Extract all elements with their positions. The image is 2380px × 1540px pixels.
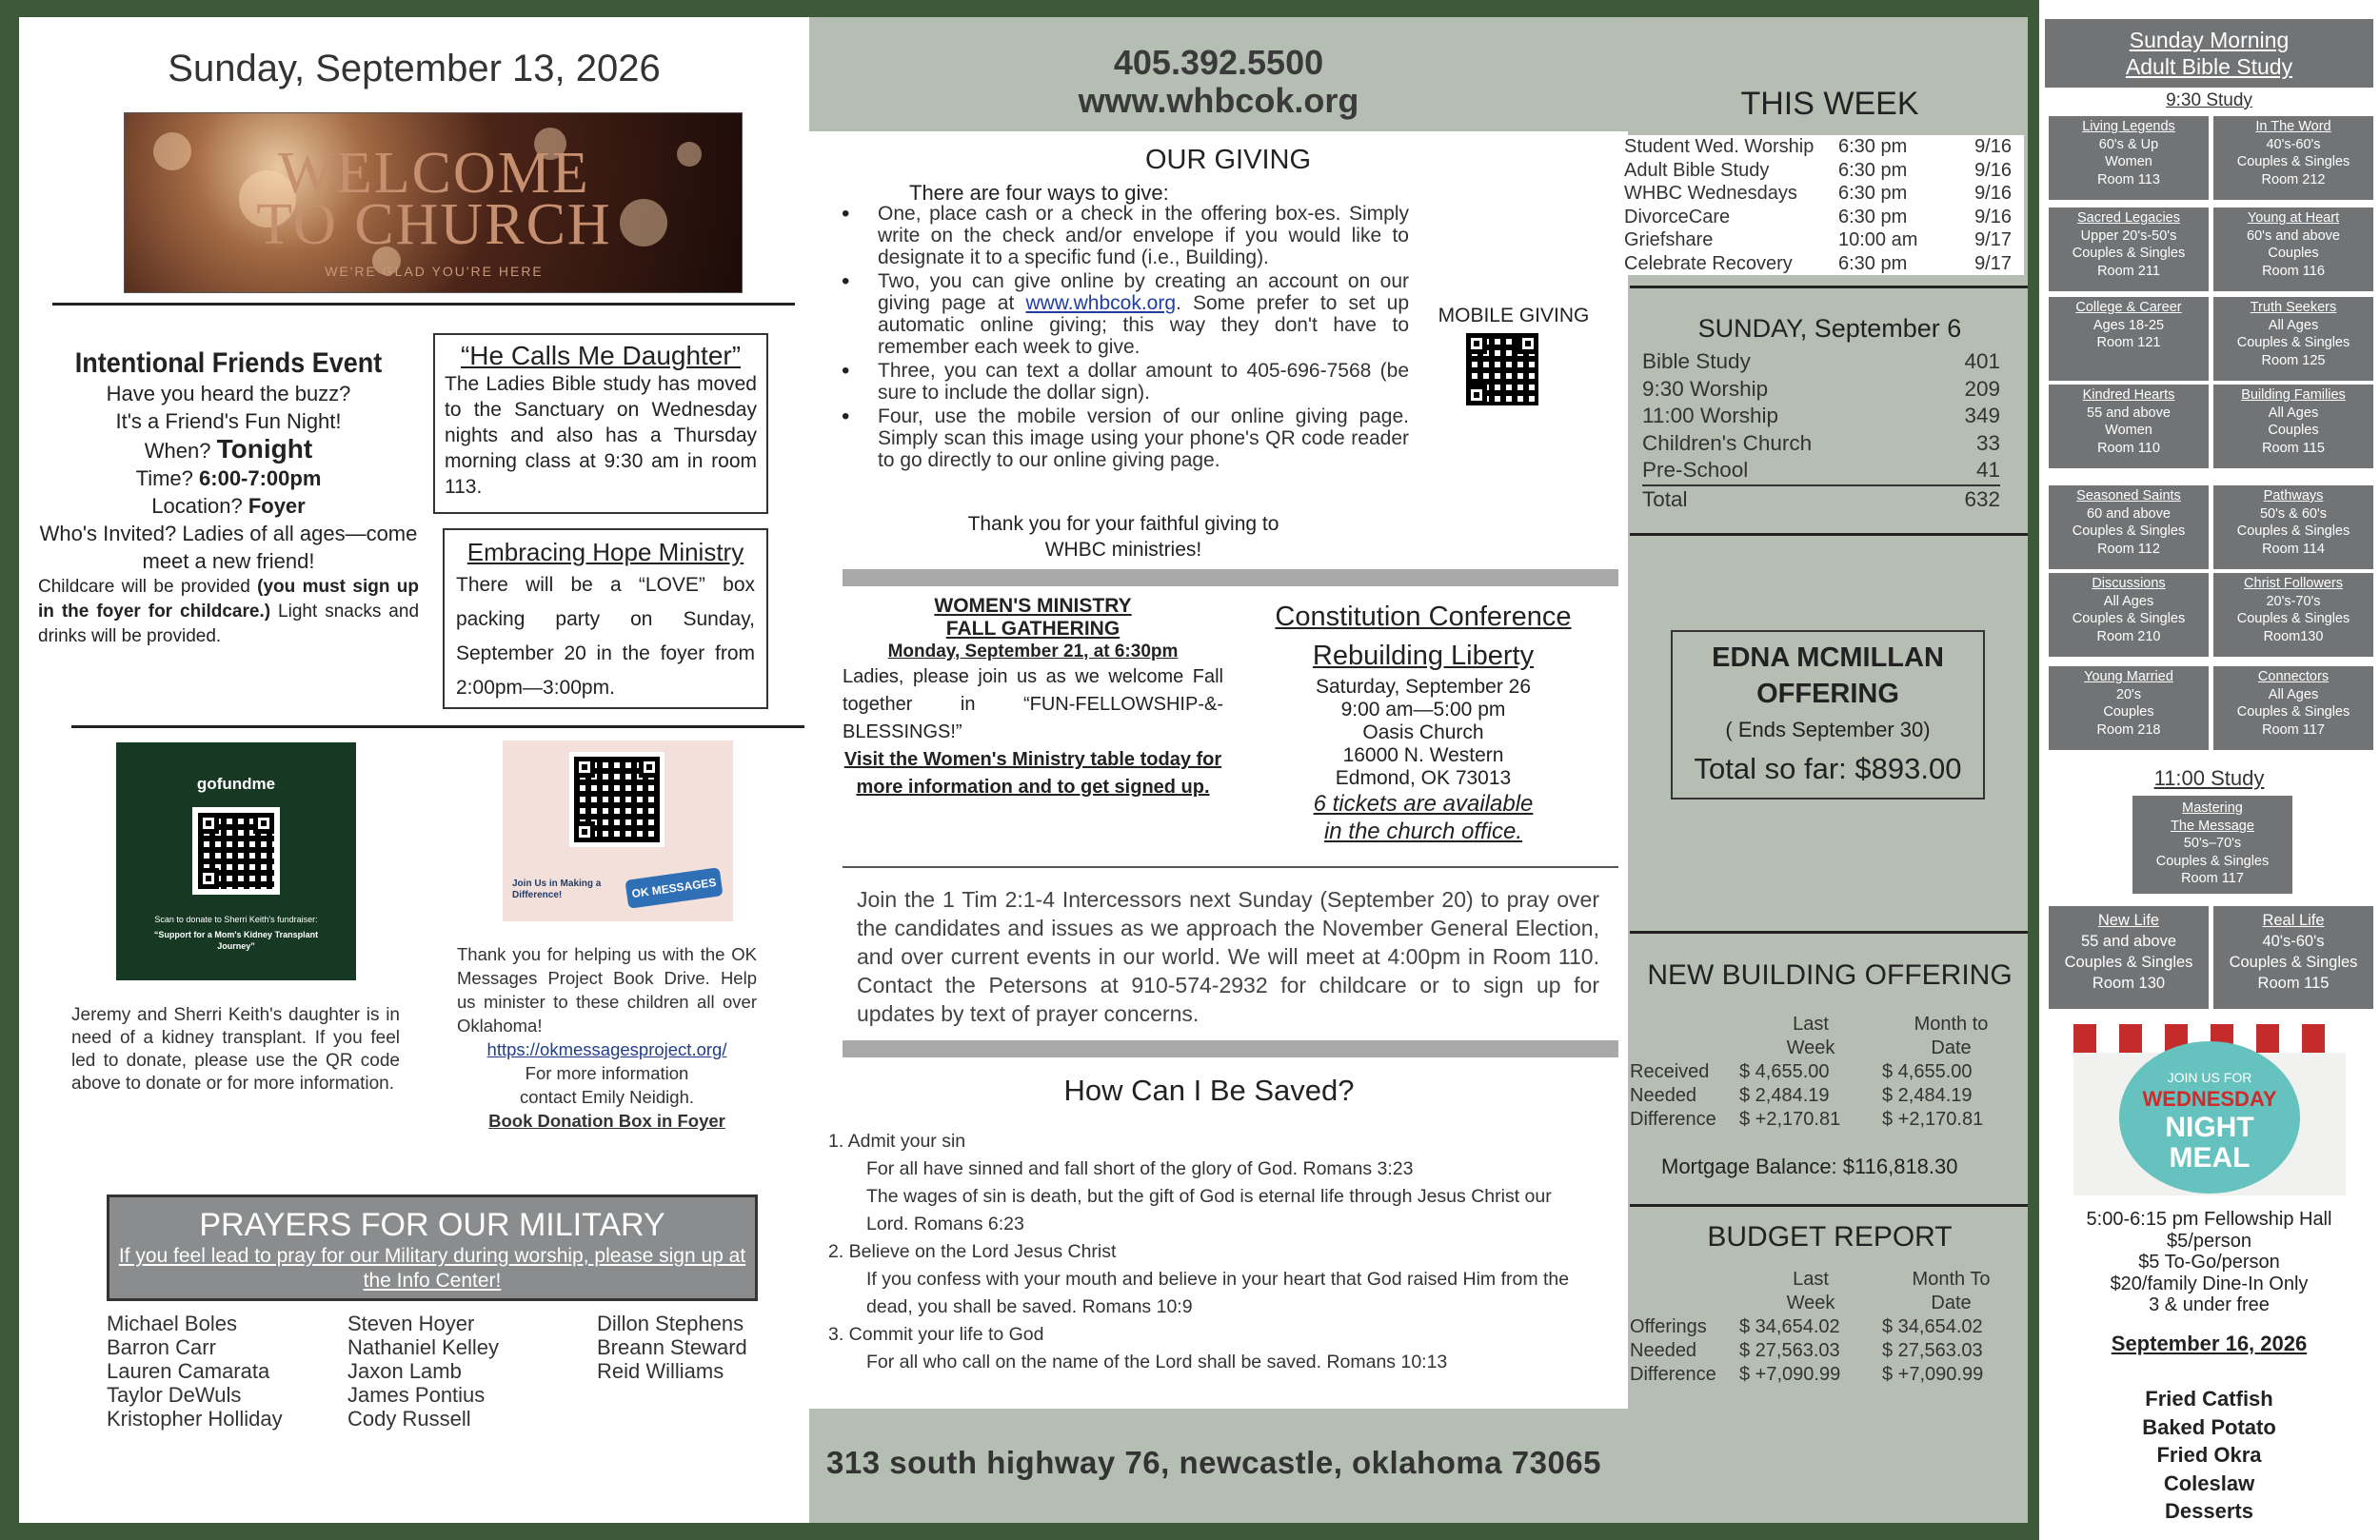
military-names-col2	[347, 1312, 499, 1431]
daughter-box	[433, 333, 768, 514]
frame-divider	[2028, 0, 2039, 1540]
meal-line: $5/person	[2167, 1230, 2251, 1252]
conf-line: Edmond, OK 73013	[1335, 767, 1512, 789]
ok-messages-badge: OK MESSAGES	[625, 867, 723, 909]
building-offering-title: NEW BUILDING OFFERING	[1647, 959, 2013, 991]
table-row: 9:30 Worship 209	[1642, 376, 2000, 401]
hope-body: There will be a “LOVE” box packing party on Sunday, September 20 in the foyer from 2:00pm—3:00pm.	[456, 574, 755, 699]
giving-item: • One, place cash or a check in the offering box-es. Simply write on the check and/or envelope if you would like to designate it to a specific fund (i.e., Building).	[838, 203, 1409, 268]
hope-title: Embracing Hope Ministry	[466, 538, 744, 566]
table-row: Difference $ +2,170.81 $ +2,170.81	[1630, 1109, 1984, 1130]
class-detail: 20's-70's	[2266, 593, 2321, 609]
budget-report-table	[1630, 1268, 2020, 1387]
military-title: PRAYERS FOR OUR MILITARY	[199, 1207, 665, 1243]
salvation-steps	[828, 1128, 1590, 1376]
daughter-body: The Ladies Bible study has moved to the Sanctuary on Wednesday nights and also has a Thursday morning class at 9:30 am in room 113.	[445, 373, 757, 498]
class-detail: Room 218	[2096, 721, 2161, 738]
class-card	[2049, 116, 2209, 200]
table-row: Children's Church 33	[1642, 430, 2000, 455]
table-row: Griefshare 10:00 am 9/17	[1624, 229, 2012, 250]
this-week-title: THIS WEEK	[1740, 86, 1919, 122]
conf-tickets: 6 tickets are available	[1313, 791, 1534, 817]
class-card	[2049, 385, 2209, 468]
gofundme-caption: Jeremy and Sherri Keith's daughter is in need of a kidney transplant. If you feel led to donate, please use the QR code above to donate or for more information.	[71, 1005, 400, 1094]
class-card-new-life: New Life 55 and above Couples & Singles Room 130	[2049, 906, 2209, 1009]
ok-messages-info: For more information	[525, 1063, 689, 1083]
qr-code-icon	[569, 752, 664, 847]
class-detail: Room 110	[2097, 440, 2160, 456]
military-name: Kristopher Holliday	[107, 1407, 283, 1431]
class-detail: Women	[2105, 154, 2152, 169]
conf-line: 16000 N. Western	[1342, 744, 1504, 766]
saved-verse: The wages of sin is death, but the gift of God is eternal life through Jesus Christ our Lord. Romans 6:23	[866, 1186, 1552, 1234]
class-name: Discussions	[2092, 576, 2166, 591]
class-detail: Couples & Singles	[2236, 704, 2350, 720]
meal-join: JOIN US FOR	[2167, 1070, 2252, 1085]
study-930-label: 9:30 Study	[2166, 90, 2252, 110]
meal-night: NIGHT	[2165, 1112, 2254, 1143]
friends-line: Have you heard the buzz?	[106, 382, 351, 405]
military-prayer-box	[107, 1194, 758, 1301]
abs-title1: Sunday Morning	[2129, 28, 2290, 52]
giving-link[interactable]: www.whbcok.org	[1025, 292, 1177, 314]
class-name: Sacred Legacies	[2076, 210, 2180, 226]
meal-line: $5 To-Go/person	[2138, 1252, 2280, 1273]
frame-border-left	[0, 0, 19, 1540]
class-name: Building Families	[2241, 387, 2346, 403]
military-names-col1	[107, 1312, 283, 1431]
church-phone: 405.392.5500	[1113, 43, 1324, 82]
military-name: Michael Boles	[107, 1312, 237, 1335]
ok-messages-text	[457, 942, 757, 1133]
church-website[interactable]: www.whbcok.org	[1078, 81, 1359, 120]
class-detail: Couples	[2268, 423, 2319, 438]
class-detail: Room 210	[2096, 628, 2161, 644]
military-subtitle: If you feel lead to pray for our Military during worship, please sign up at the Info Center!	[118, 1245, 746, 1292]
class-detail: Room 117	[2262, 721, 2325, 738]
divider	[71, 725, 804, 728]
friends-title: Intentional Friends Event	[74, 347, 383, 379]
saved-verse: For all who call on the name of the Lord shall be saved. Romans 10:13	[866, 1352, 1448, 1372]
edna-ends: ( Ends September 30)	[1725, 718, 1931, 741]
table-row: WHBC Wednesdays 6:30 pm 9/16	[1624, 183, 2012, 204]
class-name: Christ Followers	[2244, 576, 2343, 591]
class-card	[2213, 385, 2373, 468]
class-detail: All Ages	[2268, 317, 2319, 333]
ok-messages-thanks: Thank you for helping us with the OK Messages Project Book Drive. Help us minister to these children all over Oklahoma!	[457, 944, 757, 1036]
edna-mcmillan-offering	[1671, 630, 1985, 800]
military-name: Dillon Stephens	[597, 1312, 744, 1335]
adult-bible-study-header	[2045, 19, 2373, 88]
edna-total: Total so far: $893.00	[1694, 752, 1962, 785]
table-row: Adult Bible Study 6:30 pm 9/16	[1624, 159, 2012, 181]
welcome-line1: WELCOME	[278, 141, 590, 206]
class-card	[2213, 573, 2373, 657]
bulletin-date: Sunday, September 13, 2026	[168, 48, 661, 89]
frame-border-top	[0, 0, 2033, 17]
class-card	[2049, 297, 2209, 381]
conf-title2: Rebuilding Liberty	[1312, 641, 1535, 671]
edna-title2: OFFERING	[1756, 679, 1899, 709]
saved-verse: If you confess with your mouth and believe in your heart that God raised Him from the dead, you shall be saved. Romans 10:9	[866, 1269, 1570, 1317]
table-row: Received $ 4,655.00 $ 4,655.00	[1630, 1061, 1973, 1082]
military-name: Taylor DeWuls	[107, 1383, 242, 1407]
womens-ministry	[843, 595, 1223, 801]
meal-menu	[2045, 1385, 2373, 1526]
sunday-attendance-table	[1642, 348, 2000, 513]
giving-item: • Four, use the mobile version of our online giving page. Simply scan this image using your phone's QR code reader to go directly to our online giving page.	[838, 405, 1409, 471]
building-offering-table	[1630, 1013, 2020, 1132]
table-row: Needed $ 27,563.03 $ 27,563.03	[1630, 1340, 1983, 1361]
class-detail: Couples	[2268, 246, 2319, 261]
qr-code-icon	[192, 807, 280, 895]
class-detail: Couples & Singles	[2236, 611, 2350, 626]
military-name: Steven Hoyer	[347, 1312, 475, 1335]
class-card	[2213, 116, 2373, 200]
class-name: Young Married	[2084, 669, 2173, 684]
women-date: Monday, September 21, at 6:30pm	[887, 642, 1179, 661]
giving-list	[838, 203, 1409, 473]
menu-item: Fried Okra	[2156, 1443, 2262, 1467]
class-detail: Room 121	[2096, 335, 2161, 350]
class-name: Seasoned Saints	[2076, 488, 2181, 503]
menu-item: Fried Catfish	[2145, 1387, 2273, 1411]
conf-line: Oasis Church	[1362, 721, 1484, 743]
class-detail: Couples & Singles	[2072, 246, 2186, 261]
conf-title1: Constitution Conference	[1275, 602, 1572, 632]
class-detail: All Ages	[2103, 593, 2154, 609]
military-name: Jaxon Lamb	[347, 1359, 462, 1383]
military-name: Lauren Camarata	[107, 1359, 270, 1383]
class-card	[2213, 297, 2373, 381]
class-detail: 50's & 60's	[2259, 505, 2328, 522]
class-name: Connectors	[2257, 669, 2330, 684]
ok-messages-box: Book Donation Box in Foyer	[488, 1111, 725, 1131]
this-week-table	[1624, 135, 2024, 275]
class-name: Pathways	[2263, 488, 2324, 503]
welcome-image	[124, 112, 743, 293]
class-detail: Couples & Singles	[2072, 523, 2186, 539]
class-detail: All Ages	[2268, 405, 2319, 421]
meal-meal: MEAL	[2169, 1142, 2251, 1174]
conf-line: Saturday, September 26	[1315, 676, 1532, 698]
friends-event	[38, 347, 419, 649]
mobile-giving-label: MOBILE GIVING	[1438, 305, 1590, 326]
abs-title2: Adult Bible Study	[2125, 54, 2293, 79]
divider	[52, 303, 795, 306]
frame-border-bottom	[0, 1523, 2033, 1540]
military-name: James Pontius	[347, 1383, 486, 1407]
class-detail: Room 211	[2097, 263, 2160, 279]
class-detail: 60's and above	[2247, 227, 2340, 244]
class-name: Young at Heart	[2247, 210, 2340, 226]
class-detail: Couples	[2103, 704, 2154, 720]
friends-time: Time? 6:00-7:00pm	[135, 466, 322, 490]
conf-line: 9:00 am—5:00 pm	[1340, 699, 1506, 721]
table-row: Difference $ +7,090.99 $ +7,090.99	[1630, 1364, 1984, 1385]
class-detail: Couples & Singles	[2236, 154, 2350, 169]
class-detail: 40's-60's	[2266, 136, 2321, 152]
giving-item: • Two, you can give online by creating an account on our giving page at www.whbcok.org. Some prefer to set up automatic online giving; this way they don't have to remember each week to give.	[838, 270, 1409, 358]
study-1100-label: 11:00 Study	[2153, 766, 2265, 790]
military-name: Breann Steward	[597, 1335, 747, 1359]
women-title1: WOMEN'S MINISTRY	[934, 595, 1132, 617]
meal-details	[2045, 1209, 2373, 1354]
friends-invited: Who's Invited? Ladies of all ages—come meet a new friend!	[39, 522, 418, 573]
class-detail: Room 115	[2262, 440, 2325, 456]
table-row: Offerings $ 34,654.02 $ 34,654.02	[1630, 1316, 1983, 1337]
hope-box	[443, 528, 768, 709]
ok-messages-img-text: Join Us in Making a Difference!	[512, 879, 602, 900]
women-body: Ladies, please join us as we welcome Fall together in “FUN-FELLOWSHIP-&-BLESSINGS!”	[843, 666, 1223, 742]
saved-verse: For all have sinned and fall short of the glory of God. Romans 3:23	[866, 1158, 1414, 1179]
class-detail: Room 112	[2097, 541, 2160, 557]
class-detail: Upper 20's-50's	[2080, 227, 2177, 244]
military-name: Barron Carr	[107, 1335, 216, 1359]
class-detail: Room 125	[2261, 352, 2326, 368]
class-card	[2049, 666, 2209, 750]
class-detail: All Ages	[2268, 686, 2319, 702]
class-name: Living Legends	[2082, 119, 2175, 134]
class-detail: 60's & Up	[2098, 136, 2159, 152]
gofundme-image	[116, 742, 356, 980]
table-row: Pre-School 41	[1642, 458, 2000, 482]
mortgage-balance: Mortgage Balance: $116,818.30	[1661, 1155, 1958, 1178]
class-detail: 55 and above	[2087, 405, 2171, 421]
edna-title1: EDNA MCMILLAN	[1712, 642, 1944, 673]
military-name: Nathaniel Kelley	[347, 1335, 499, 1359]
class-card-real-life: Real Life 40's-60's Couples & Singles Room 115	[2213, 906, 2373, 1009]
divider	[843, 866, 1618, 868]
total-row: Total 632	[1642, 484, 2000, 514]
giving-intro: There are four ways to give:	[909, 181, 1169, 205]
church-address: 313 south highway 76, newcastle, oklahoma 73065	[826, 1445, 1602, 1480]
military-names-col3	[597, 1312, 747, 1383]
menu-item: Coleslaw	[2163, 1471, 2255, 1495]
class-detail: Room 212	[2261, 171, 2326, 188]
class-detail: 20's	[2115, 686, 2142, 702]
meal-line: $20/family Dine-In Only	[2110, 1273, 2309, 1294]
sunday-attendance-title: SUNDAY, September 6	[1697, 314, 1962, 343]
wednesday-night-meal-image	[2073, 1024, 2346, 1195]
welcome-line2: TO CHURCH	[256, 192, 612, 257]
class-card-mastering: Mastering The Message 50's–70's Couples & Singles Room 117	[2132, 796, 2292, 894]
ok-messages-image	[503, 740, 733, 921]
class-detail: Couples & Singles	[2236, 523, 2350, 539]
divider	[1630, 931, 2028, 934]
giving-item: • Three, you can text a dollar amount to 405-696-7568 (be sure to include the dollar sign).	[838, 360, 1409, 404]
budget-report-title: BUDGET REPORT	[1707, 1221, 1953, 1253]
table-row: Celebrate Recovery 6:30 pm 9/17	[1624, 252, 2012, 274]
giving-thanks: Thank you for your faithful giving to WHBC ministries!	[967, 513, 1279, 561]
conf-tickets: in the church office.	[1323, 819, 1523, 844]
meal-date: September 16, 2026	[2111, 1331, 2308, 1355]
class-card	[2049, 573, 2209, 657]
class-card	[2049, 207, 2209, 291]
divider-bar	[843, 569, 1618, 586]
military-name: Reid Williams	[597, 1359, 724, 1383]
women-visit: Visit the Women's Ministry table today for more information and to get signed up.	[843, 749, 1222, 798]
divider-bar	[843, 1040, 1618, 1057]
intercessors-notice: Join the 1 Tim 2:1-4 Intercessors next Sunday (September 20) to pray over the candidates and issues as we approach the November General Election, and over current events in our world. We will meet at 4:00pm in Room 110. Contact the Petersons at 910-574-2932 for childcare or to sign up for updates by text of prayer concerns.	[857, 887, 1599, 1026]
meal-wednesday: WEDNESDAY	[2142, 1087, 2277, 1111]
giving-title: OUR GIVING	[1144, 145, 1311, 175]
table-row: Student Wed. Worship 6:30 pm 9/16	[1624, 136, 2012, 157]
class-name: Kindred Hearts	[2082, 387, 2175, 403]
welcome-tagline: WE'RE GLAD YOU'RE HERE	[325, 264, 544, 279]
table-row: Bible Study 401	[1642, 349, 2000, 373]
gofundme-logo: gofundme	[196, 775, 276, 793]
table-header: Last Week Month to Date	[1786, 1014, 1989, 1058]
class-name: In The Word	[2255, 119, 2331, 134]
divider	[1630, 1204, 2028, 1207]
class-card	[2213, 666, 2373, 750]
class-detail: Room 114	[2262, 541, 2325, 557]
saved-title: How Can I Be Saved?	[1063, 1074, 1355, 1107]
table-row: Needed $ 2,484.19 $ 2,484.19	[1630, 1085, 1973, 1106]
saved-step: 2. Believe on the Lord Jesus Christ	[828, 1241, 1117, 1262]
table-row: 11:00 Worship 349	[1642, 404, 2000, 427]
ok-messages-contact: contact Emily Neidigh.	[519, 1087, 695, 1107]
class-detail: Room 116	[2262, 263, 2325, 279]
saved-step: 1. Admit your sin	[828, 1131, 966, 1152]
friends-childcare: Childcare will be provided (you must sign up in the foyer for childcare.) Light snacks and drinks will be provided.	[38, 577, 420, 646]
friends-when: When? Tonight	[144, 434, 313, 464]
qr-code-icon[interactable]	[1466, 333, 1538, 405]
class-detail: Room130	[2263, 628, 2324, 644]
class-card	[2213, 207, 2373, 291]
class-detail: Women	[2105, 423, 2152, 438]
daughter-title: “He Calls Me Daughter”	[460, 341, 742, 370]
menu-item: Desserts	[2165, 1499, 2253, 1523]
meal-line: 5:00-6:15 pm Fellowship Hall	[2086, 1209, 2332, 1230]
ok-messages-link[interactable]: https://okmessagesproject.org/	[486, 1039, 727, 1059]
class-detail: Room 113	[2097, 171, 2160, 188]
table-header: Last Week Month To Date	[1786, 1269, 1991, 1313]
class-detail: Couples & Singles	[2072, 611, 2186, 626]
class-card	[2213, 485, 2373, 569]
friends-line: It's a Friend's Fun Night!	[115, 409, 342, 433]
friends-location: Location? Foyer	[151, 494, 306, 518]
divider	[1630, 533, 2028, 536]
divider	[1630, 286, 2028, 288]
table-row: DivorceCare 6:30 pm 9/16	[1624, 206, 2012, 227]
military-name: Cody Russell	[347, 1407, 471, 1431]
class-card	[2049, 485, 2209, 569]
gofundme-scan: Scan to donate to Sherri Keith's fundraiser:	[154, 915, 318, 924]
saved-step: 3. Commit your life to God	[828, 1324, 1044, 1345]
class-detail: 60 and above	[2087, 505, 2171, 522]
class-name: Truth Seekers	[2250, 300, 2337, 315]
class-name: College & Career	[2075, 300, 2182, 315]
meal-line: 3 & under free	[2149, 1294, 2270, 1315]
menu-item: Baked Potato	[2142, 1414, 2276, 1439]
constitution-conference	[1238, 598, 1609, 845]
gofundme-fund: “Support for a Mom's Kidney Transplant Journey”	[153, 930, 319, 951]
women-title2: FALL GATHERING	[945, 618, 1121, 640]
class-detail: Ages 18-25	[2092, 317, 2165, 333]
class-detail: Couples & Singles	[2236, 335, 2350, 350]
